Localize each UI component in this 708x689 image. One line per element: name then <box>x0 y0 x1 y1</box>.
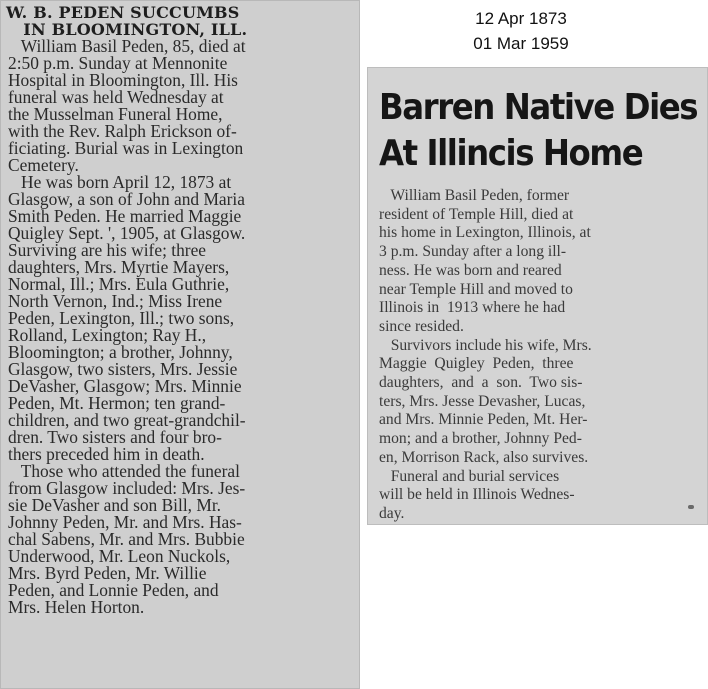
text-line: Survivors include his wife, Mrs. <box>379 336 592 354</box>
text-line: Smith Peden. He married Maggie <box>8 206 242 226</box>
text-line: daughters, Mrs. Myrtie Mayers, <box>8 257 230 277</box>
text-line: 2:50 p.m. Sunday at Mennonite <box>8 53 228 73</box>
text-line: Rolland, Lexington; Ray H., <box>8 325 207 345</box>
text-line: and Mrs. Minnie Peden, Mt. Her- <box>379 411 588 429</box>
clipping-headline <box>6 4 360 38</box>
death-date: 01 Mar 1959 <box>473 34 569 53</box>
text-line: mon; and a brother, Johnny Ped- <box>379 430 582 448</box>
paragraph-biography <box>8 174 354 463</box>
text-line: daughters, and a son. Two sis- <box>379 374 583 392</box>
paragraph-death-notice <box>379 187 700 337</box>
text-line: thers preceded him in death. <box>8 444 205 464</box>
text-line: with the Rev. Ralph Erickson of- <box>8 121 237 141</box>
text-line: He was born April 12, 1873 at <box>8 172 232 192</box>
text-line: ness. He was born and reared <box>379 261 562 279</box>
text-line: Surviving are his wife; three <box>8 240 207 260</box>
text-line: Hospital in Bloomington, Ill. His <box>8 70 238 90</box>
life-dates <box>456 6 586 56</box>
text-line: Peden, Mt. Hermon; ten grand- <box>8 393 226 413</box>
clipping-headline <box>379 85 698 177</box>
text-line: Normal, Ill.; Mrs. Eula Guthrie, <box>8 274 230 294</box>
paragraph-survivors <box>379 337 700 468</box>
text-line: Maggie Quigley Peden, three <box>379 355 574 373</box>
text-line: day. <box>379 504 405 522</box>
text-line: Mrs. Helen Horton. <box>8 597 145 617</box>
headline-line: IN BLOOMINGTON, ILL. <box>6 20 248 39</box>
text-line: North Vernon, Ind.; Miss Irene <box>8 291 223 311</box>
text-line: William Basil Peden, 85, died at <box>8 36 246 56</box>
text-line: chal Sabens, Mr. and Mrs. Bubbie <box>8 529 245 549</box>
text-line: DeVasher, Glasgow; Mrs. Minnie <box>8 376 242 396</box>
clipping-body <box>367 187 708 524</box>
text-line: Funeral and burial services <box>379 467 560 485</box>
text-line: children, and two great-grandchil- <box>8 410 246 430</box>
text-line: his home in Lexington, Illinois, at <box>379 224 591 242</box>
text-line: William Basil Peden, former <box>379 187 570 204</box>
text-line: Glasgow, a son of John and Maria <box>8 189 245 209</box>
text-line: Peden, and Lonnie Peden, and <box>8 580 219 600</box>
text-line: Cemetery. <box>8 155 79 175</box>
text-line: resident of Temple Hill, died at <box>379 205 574 223</box>
birth-date: 12 Apr 1873 <box>475 9 567 28</box>
text-line: will be held in Illinois Wednes- <box>379 486 575 504</box>
paragraph-funeral <box>379 468 700 524</box>
text-line: Peden, Lexington, Ill.; two sons, <box>8 308 235 328</box>
text-line: ters, Mrs. Jesse Devasher, Lucas, <box>379 392 586 410</box>
text-line: funeral was held Wednesday at <box>8 87 224 107</box>
obituary-clipping-barren <box>367 67 708 525</box>
headline-line: Barren Native Dies <box>379 87 698 128</box>
text-line: Johnny Peden, Mr. and Mrs. Has- <box>8 512 242 532</box>
text-line: Bloomington; a brother, Johnny, <box>8 342 233 362</box>
text-line: Those who attended the funeral <box>8 461 240 481</box>
text-line: since resided. <box>379 317 464 335</box>
headline-line: W. B. PEDEN SUCCUMBS <box>6 3 240 22</box>
paragraph-attendees <box>8 463 354 616</box>
headline-line: At Illincis Home <box>379 133 643 174</box>
text-line: 3 p.m. Sunday after a long ill- <box>379 243 567 261</box>
text-line: Illinois in 1913 where he had <box>379 299 566 317</box>
print-smudge <box>688 505 694 509</box>
text-line: near Temple Hill and moved to <box>379 280 573 298</box>
text-line: en, Morrison Rack, also survives. <box>379 448 589 466</box>
text-line: ficiating. Burial was in Lexington <box>8 138 244 158</box>
text-line: the Musselman Funeral Home, <box>8 104 223 124</box>
text-line: dren. Two sisters and four bro- <box>8 427 222 447</box>
text-line: sie DeVasher and son Bill, Mr. <box>8 495 222 515</box>
text-line: Glasgow, two sisters, Mrs. Jessie <box>8 359 238 379</box>
text-line: Quigley Sept. ', 1905, at Glasgow. <box>8 223 246 243</box>
text-line: Mrs. Byrd Peden, Mr. Willie <box>8 563 207 583</box>
text-line: from Glasgow included: Mrs. Jes- <box>8 478 246 498</box>
paragraph-death-notice <box>8 38 354 174</box>
text-line: Underwood, Mr. Leon Nuckols, <box>8 546 231 566</box>
